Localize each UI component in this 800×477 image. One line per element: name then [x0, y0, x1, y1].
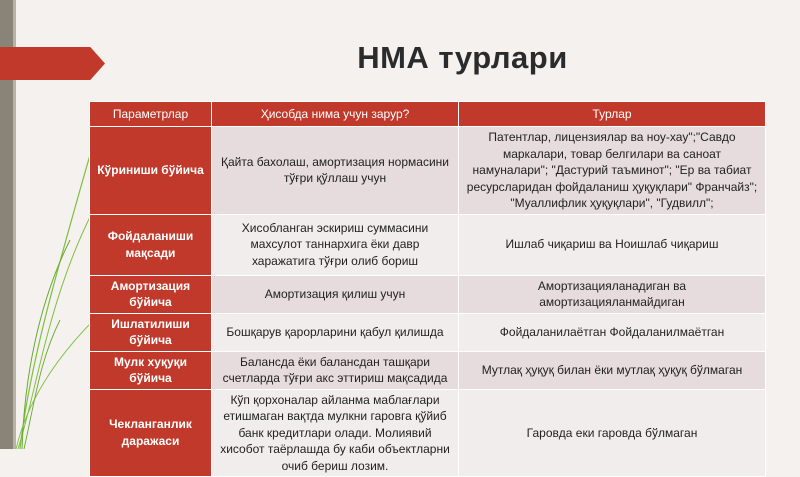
- slide-title: НМА турлари: [357, 40, 568, 75]
- table-row: [90, 313, 766, 351]
- row-parameter: Чекланганлик даражаси: [90, 389, 212, 477]
- row-parameter: Кўриниши бўйича: [90, 127, 212, 215]
- row-why-needed: Қайта бахолаш, амортизация нормасини тўғри қўллаш учун: [212, 127, 459, 215]
- row-why-needed: Балансда ёки балансдан ташқари счетларда тўғри акс эттириш мақсадида: [212, 351, 459, 389]
- header-parameters: Параметрлар: [90, 102, 212, 127]
- row-why-needed: Амортизация қилиш учун: [212, 275, 459, 313]
- header-types: Турлар: [459, 102, 766, 127]
- row-types: Ишлаб чиқариш ва Ноишлаб чиқариш: [459, 214, 766, 275]
- row-types: Амортизацияланадиган ва амортизацияланмайдиган: [459, 275, 766, 313]
- table-row: [90, 127, 766, 215]
- header-why-needed: Ҳисобда нима учун зарур?: [212, 102, 459, 127]
- row-types: Фойдаланилаётган Фойдаланилмаётган: [459, 313, 766, 351]
- row-parameter: Мулк хуқуқи бўйича: [90, 351, 212, 389]
- nma-types-table: [89, 101, 766, 477]
- table-row: [90, 214, 766, 275]
- table-row: [90, 275, 766, 313]
- row-parameter: Ишлатилиши бўйича: [90, 313, 212, 351]
- table-header-row: [90, 102, 766, 127]
- table-row: [90, 389, 766, 477]
- row-parameter: Амортизация бўйича: [90, 275, 212, 313]
- row-parameter: Фойдаланиши мақсади: [90, 214, 212, 275]
- row-types: Патентлар, лицензиялар ва ноу-хау";"Савдо маркалари, товар белгилари ва саноат намуналари"; "Дастурий таъминот"; "Ер ва табиат ресурсларидан фойдаланиш ҳуқуқлари" Франчайз"; "Муаллифлик ҳуқуқлари", "Гудвилл";: [459, 127, 766, 215]
- row-types: Мутлақ ҳуқуқ билан ёки мутлақ ҳуқуқ бўлмаган: [459, 351, 766, 389]
- row-why-needed: Хисобланган эскириш суммасини махсулот таннархига ёки давр харажатига тўғри олиб бориш: [212, 214, 459, 275]
- row-types: Гаровда еки гаровда бўлмаган: [459, 389, 766, 477]
- row-why-needed: Кўп қорхоналар айланма маблағлари етишмаган вақтда мулкни гаровга қўйиб банк кредитлари олади. Молиявий хисобот таёрлашда бу каби объектларни очиб бериш лозим.: [212, 389, 459, 477]
- table-row: [90, 351, 766, 389]
- row-why-needed: Бошқарув қарорларини қабул қилишда: [212, 313, 459, 351]
